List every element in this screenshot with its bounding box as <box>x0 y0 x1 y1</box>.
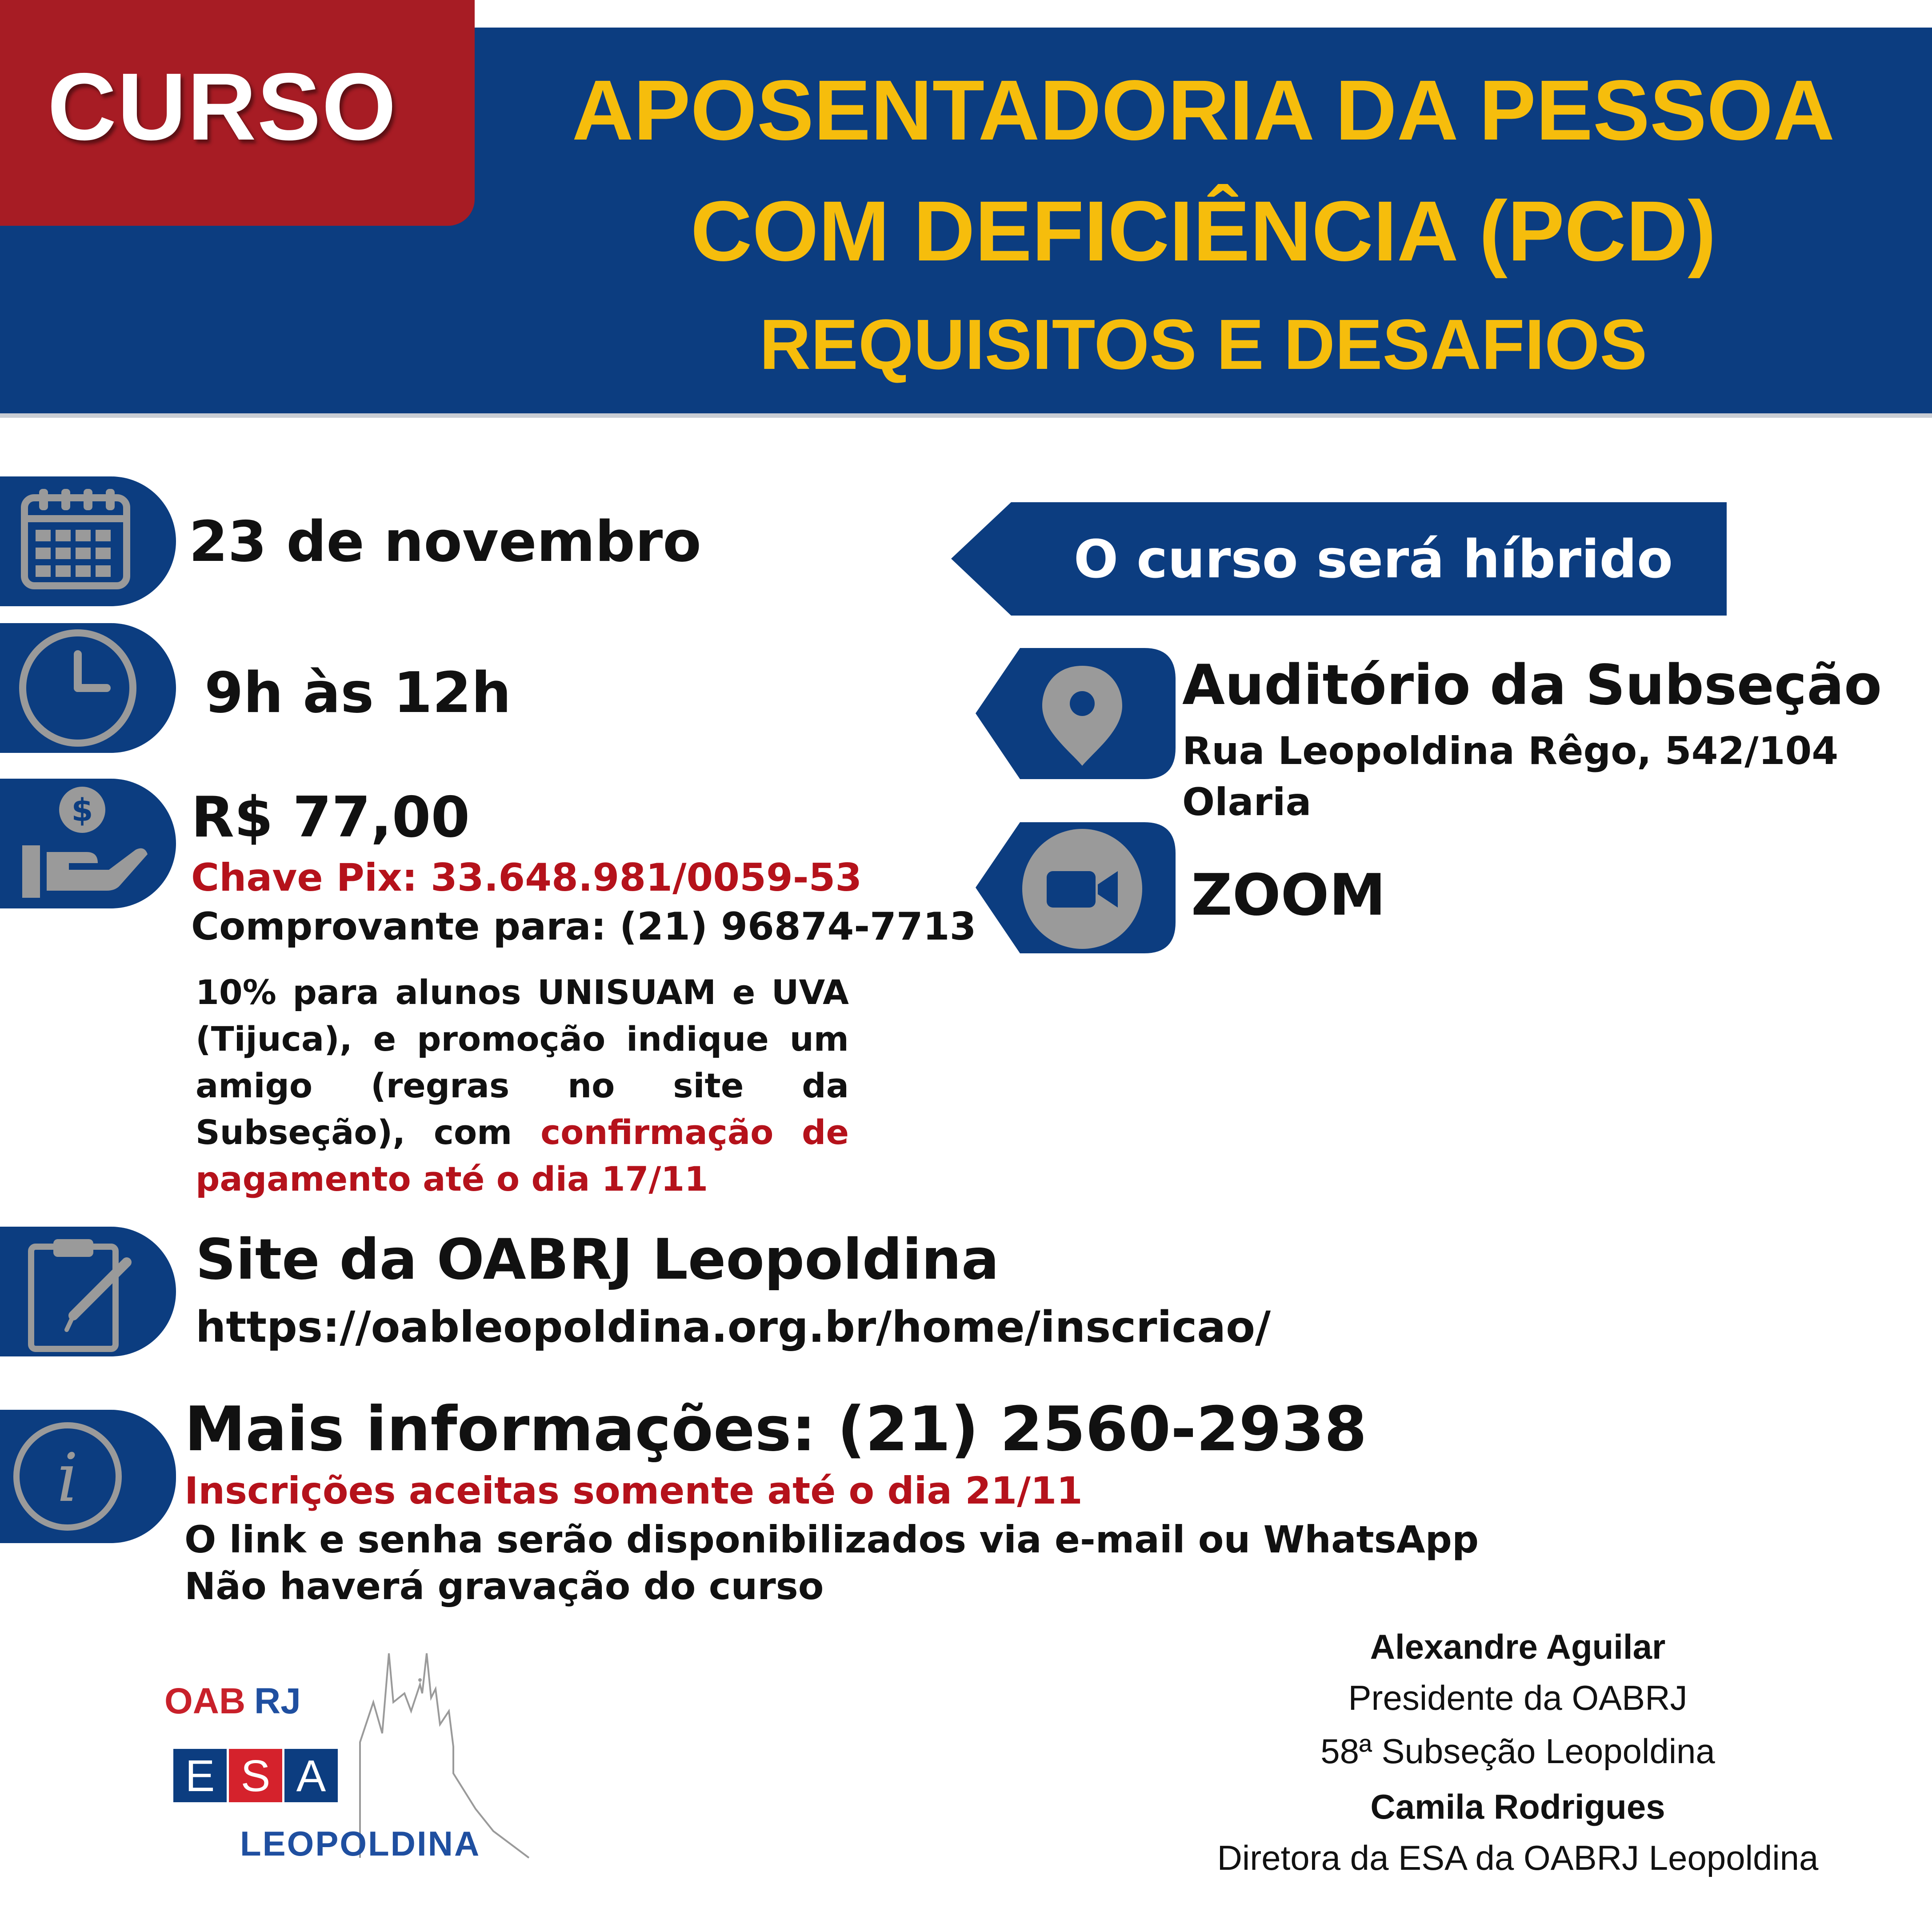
logo-letter-a: A <box>296 1751 326 1801</box>
course-date: 23 de novembro <box>189 509 701 574</box>
venue-name: Auditório da Subseção <box>1182 653 1882 717</box>
course-time: 9h às 12h <box>204 660 512 725</box>
clipboard-pen-icon <box>0 1227 176 1356</box>
logo-letter-s: S <box>240 1751 271 1801</box>
discount-terms-text: 10% para alunos UNISUAM e UVA (Tijuca), e promoção indique um amigo (regras no site da Subseção), com <box>196 972 849 1152</box>
logo-oab: OAB <box>164 1681 246 1721</box>
president-name: Alexandre Aguilar <box>1370 1627 1666 1666</box>
registration-title: Site da OABRJ Leopoldina <box>196 1227 999 1292</box>
hybrid-label: O curso será híbrido <box>1073 528 1673 590</box>
venue-icon-badge <box>976 648 1176 779</box>
video-camera-icon <box>1022 829 1142 949</box>
president-role: Presidente da OABRJ <box>1348 1678 1688 1717</box>
registration-icon-pill <box>0 1227 176 1356</box>
oabrj-esa-logo <box>164 1636 547 1871</box>
info-phone: Mais informações: (21) 2560-2938 <box>184 1393 1367 1465</box>
director-role: Diretora da ESA da OABRJ Leopoldina <box>1217 1838 1819 1877</box>
discount-terms <box>196 969 849 1202</box>
receipt-phone: Comprovante para: (21) 96874-7713 <box>191 904 976 949</box>
calendar-icon <box>0 476 176 606</box>
director-name: Camila Rodrigues <box>1370 1787 1665 1826</box>
date-icon-pill <box>0 476 176 606</box>
logo-letter-e: E <box>185 1751 215 1801</box>
svg-text:$: $ <box>71 792 93 828</box>
course-title-line-1: APOSENTADORIA DA PESSOA <box>572 62 1835 158</box>
registration-url[interactable]: https://oableopoldina.org.br/home/inscricao/ <box>196 1302 1271 1352</box>
info-icon <box>0 1410 176 1543</box>
price-icon-pill <box>0 779 176 908</box>
clock-icon <box>0 623 176 753</box>
online-platform: ZOOM <box>1191 862 1386 928</box>
money-hand-icon <box>0 779 176 908</box>
info-icon-pill <box>0 1410 176 1543</box>
link-note: O link e senha serão disponibilizados via e-mail ou WhatsApp <box>184 1518 1479 1561</box>
time-icon-pill <box>0 623 176 753</box>
curso-tag: CURSO <box>47 53 397 160</box>
no-recording-note: Não haverá gravação do curso <box>184 1564 824 1608</box>
svg-text:i: i <box>57 1440 78 1517</box>
registration-deadline: Inscrições aceitas somente até o dia 21/11 <box>184 1469 1083 1512</box>
logo-rj: RJ <box>254 1681 301 1721</box>
zoom-icon-badge <box>976 822 1176 953</box>
logo-leopoldina: LEOPOLDINA <box>240 1824 481 1863</box>
venue-district: Olaria <box>1182 780 1312 824</box>
course-title-line-2: COM DEFICIÊNCIA (PCD) <box>690 183 1716 279</box>
course-subtitle: REQUISITOS E DESAFIOS <box>759 304 1648 384</box>
venue-address: Rua Leopoldina Rêgo, 542/104 <box>1182 729 1839 773</box>
pix-key: Chave Pix: 33.648.981/0059-53 <box>191 856 862 900</box>
president-subsection: 58ª Subseção Leopoldina <box>1320 1732 1715 1771</box>
payment-deadline: confirmação de pagamento até o dia 17/11 <box>196 1112 849 1199</box>
course-price: R$ 77,00 <box>191 784 470 850</box>
